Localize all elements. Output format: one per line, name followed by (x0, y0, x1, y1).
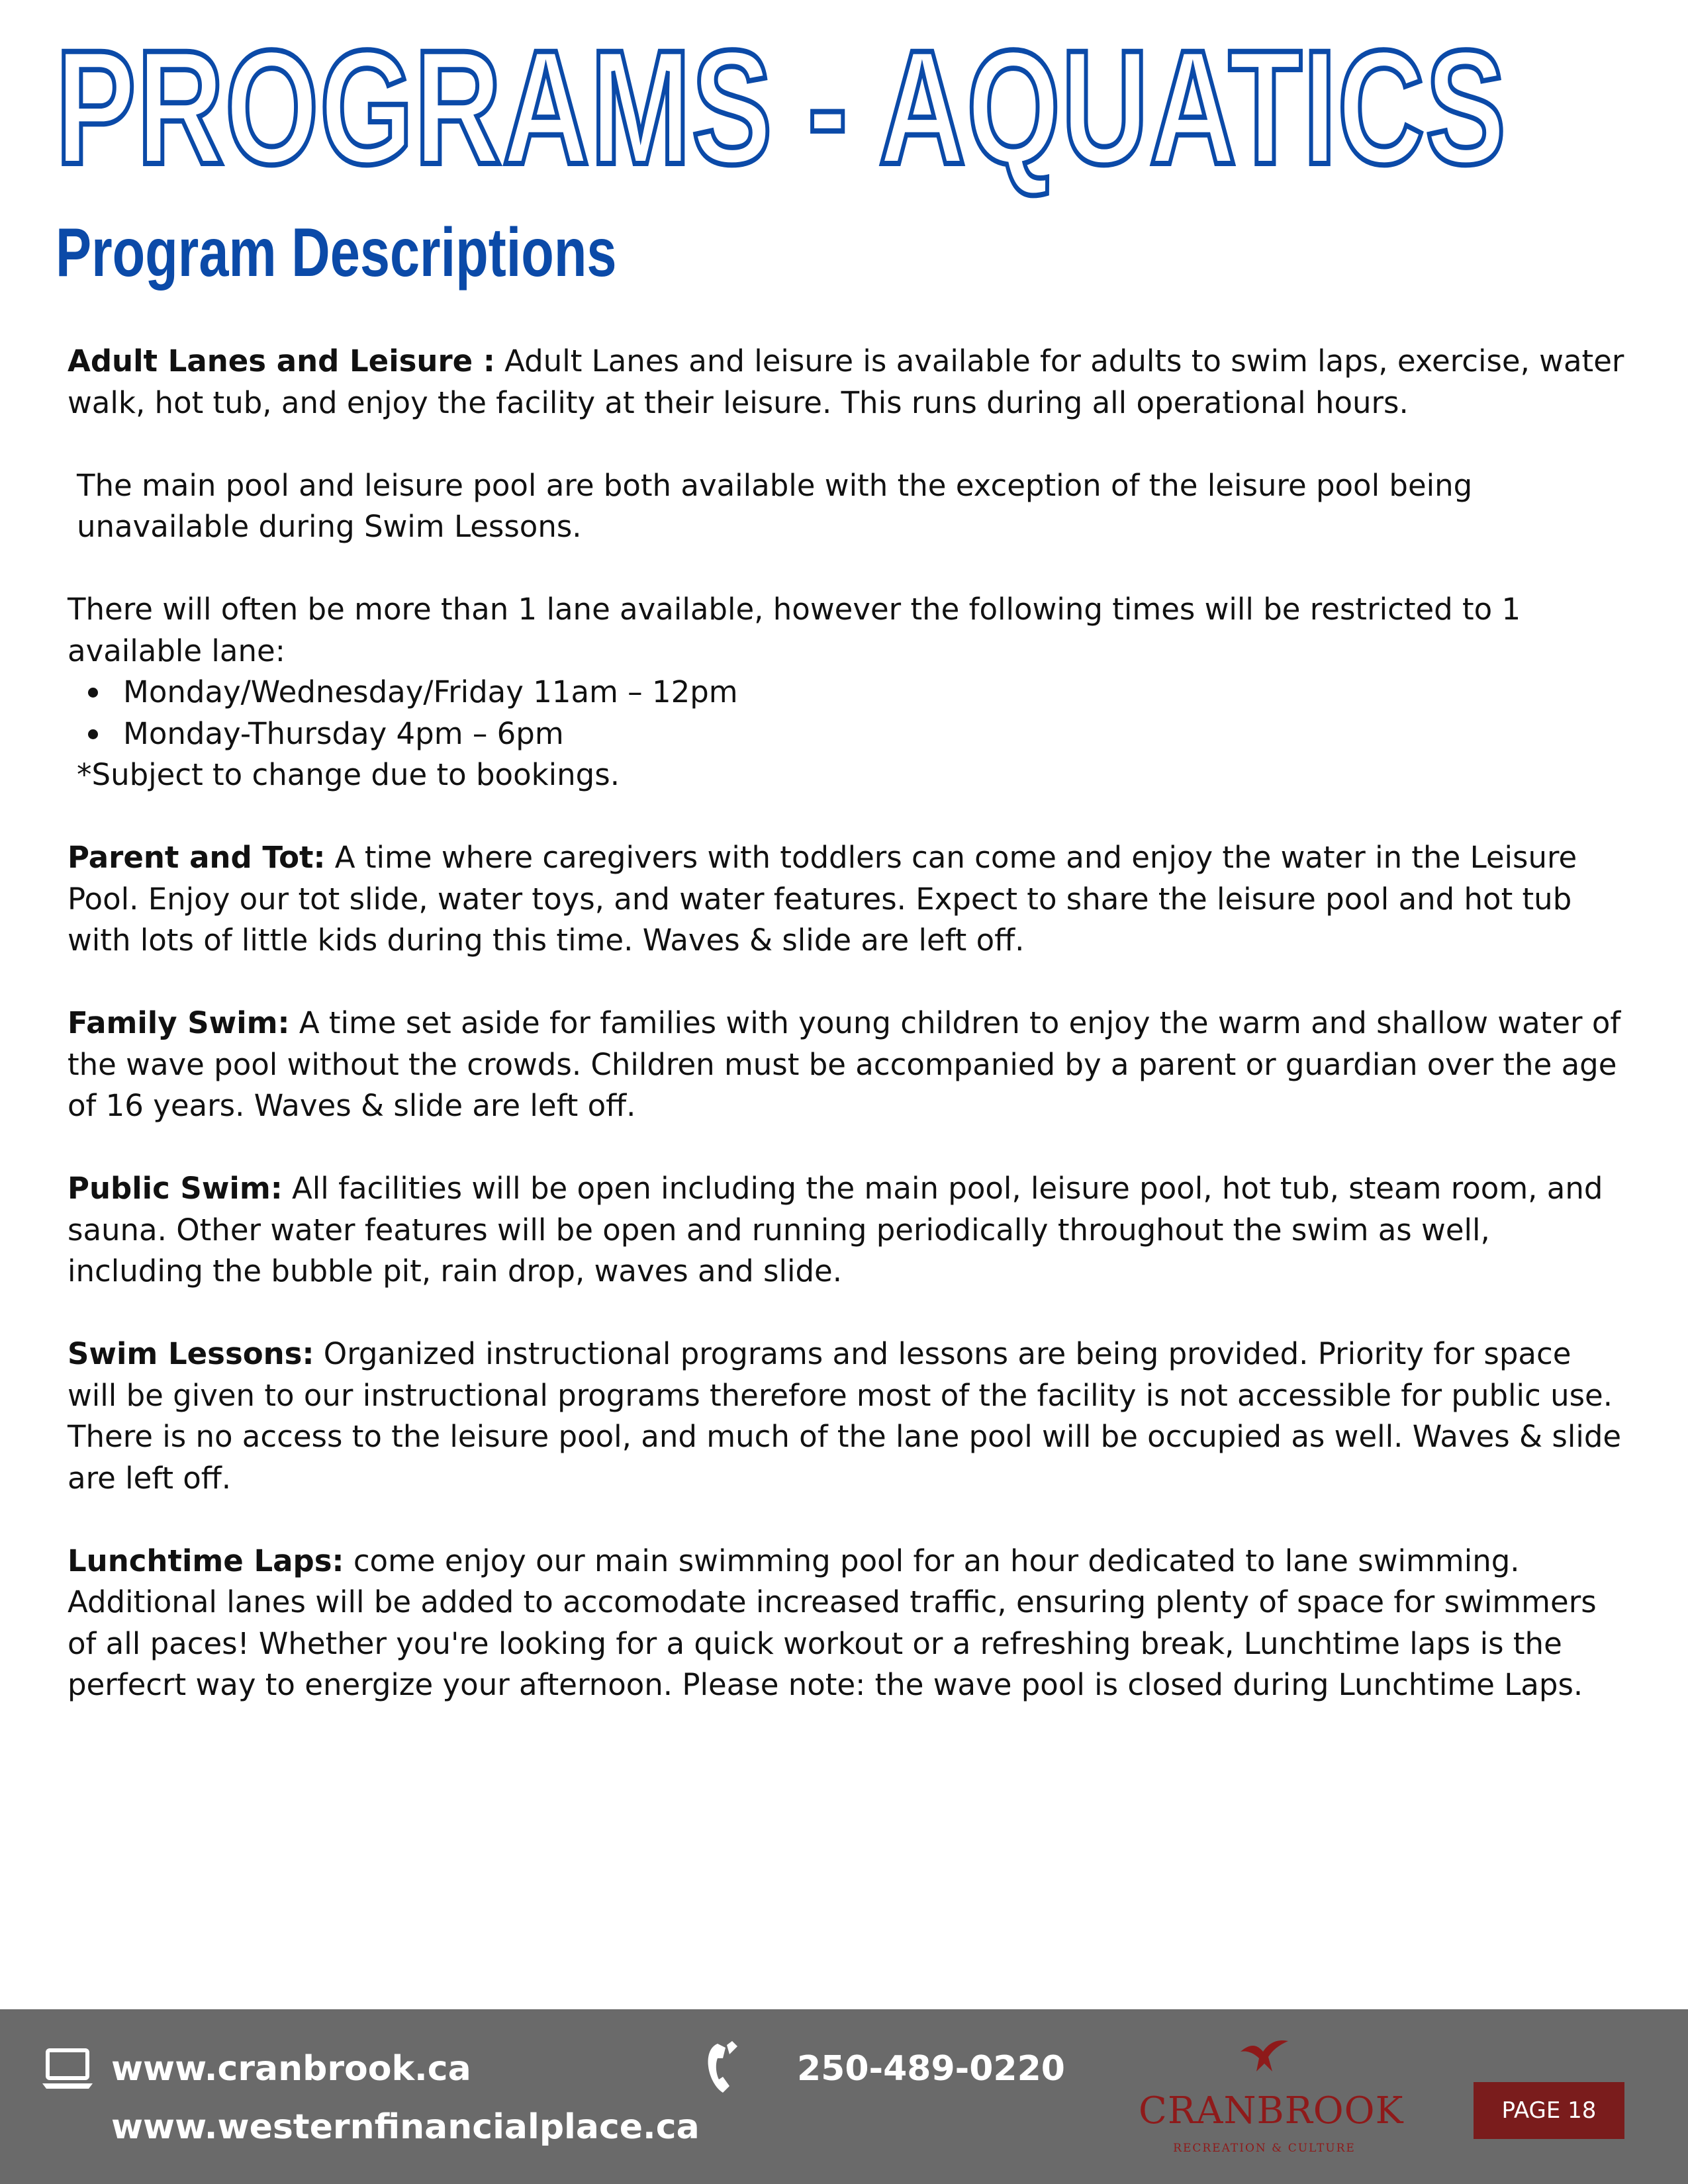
website-link-westernfinancialplace[interactable]: www.westernfinancialplace.ca (111, 2107, 700, 2147)
list-item: Monday-Thursday 4pm – 6pm (123, 713, 1630, 755)
swim-lessons-heading: Swim Lessons: (68, 1336, 314, 1371)
adult-lanes-heading: Adult Lanes and Leisure : (68, 343, 495, 379)
family-swim-body: A time set aside for families with young children to enjoy the warm and shallow water of the wave pool without the crowds. Children must be accompanied by a parent or guardian over the age of 16 years. Waves & slide are left off. (68, 1005, 1621, 1123)
family-swim-paragraph (68, 1003, 1630, 1127)
program-descriptions (68, 341, 1630, 1747)
public-swim-body: All facilities will be open including the main pool, leisure pool, hot tub, steam room, and sauna. Other water features will be open and running periodically throughout the swim as well, including the bubble pit, rain drop, waves and slide. (68, 1171, 1603, 1289)
cranbrook-logo (1139, 2029, 1404, 2161)
phone-number[interactable]: 250-489-0220 (797, 2049, 1065, 2089)
laptop-icon (41, 2048, 94, 2091)
adult-lanes-note: The main pool and leisure pool are both available with the exception of the leisure pool being unavailable during Swim Lessons. (77, 467, 1473, 544)
public-swim-heading: Public Swim: (68, 1171, 283, 1206)
logo-tagline: RECREATION & CULTURE (1173, 2142, 1356, 2155)
website-link-cranbrook[interactable]: www.cranbrook.ca (111, 2049, 471, 2089)
bird-icon (1238, 2029, 1291, 2075)
lane-restriction-note: There will often be more than 1 lane available, however the following times will be restricted to 1 available lane: (68, 592, 1521, 668)
parent-tot-body: A time where caregivers with toddlers can come and enjoy the water in the Leisure Pool. Enjoy our tot slide, water toys, and water features. Expect to share the leisure pool and hot tub with lots of little kids during this time. Waves & slide are left off. (68, 840, 1577, 958)
adult-lanes-body: Adult Lanes and leisure is available for adults to swim laps, exercise, water walk, hot tub, and enjoy the facility at their leisure. This runs during all operational hours. (68, 343, 1624, 420)
lunchtime-laps-paragraph (68, 1541, 1630, 1706)
booking-disclaimer: *Subject to change due to bookings. (77, 757, 620, 792)
restricted-times-list (68, 672, 1630, 754)
lunchtime-laps-body: come enjoy our main swimming pool for an hour dedicated to lane swimming. Additional lanes will be added to accomodate increased traffic, ensuring plenty of space for swimmers of all paces! Whether you're looking for a quick workout or a refreshing break, Lunchtime laps is the perfecrt way to energize your afternoon. Please note: the wave pool is closed during Lunchtime Laps. (68, 1543, 1597, 1702)
logo-name: CRANBROOK (1139, 2089, 1404, 2132)
lunchtime-laps-heading: Lunchtime Laps: (68, 1543, 344, 1578)
phone-icon (703, 2040, 743, 2095)
parent-tot-paragraph (68, 837, 1630, 962)
page-subtitle: Program Descriptions (56, 214, 617, 291)
adult-lanes-paragraph (68, 341, 1630, 424)
public-swim-paragraph (68, 1168, 1630, 1293)
family-swim-heading: Family Swim: (68, 1005, 290, 1040)
footer-bar (0, 2009, 1688, 2184)
swim-lessons-body: Organized instructional programs and lessons are being provided. Priority for space will be given to our instructional programs therefore most of the facility is not accessible for public use. There is no access to the leisure pool, and much of the lane pool will be occupied as well. Waves & slide are left off. (68, 1336, 1622, 1496)
swim-lessons-paragraph (68, 1334, 1630, 1499)
page-title: PROGRAMS - AQUATICS (56, 17, 1507, 199)
parent-tot-heading: Parent and Tot: (68, 840, 326, 875)
list-item: Monday/Wednesday/Friday 11am – 12pm (123, 672, 1630, 713)
page-number-badge: PAGE 18 (1474, 2082, 1624, 2139)
